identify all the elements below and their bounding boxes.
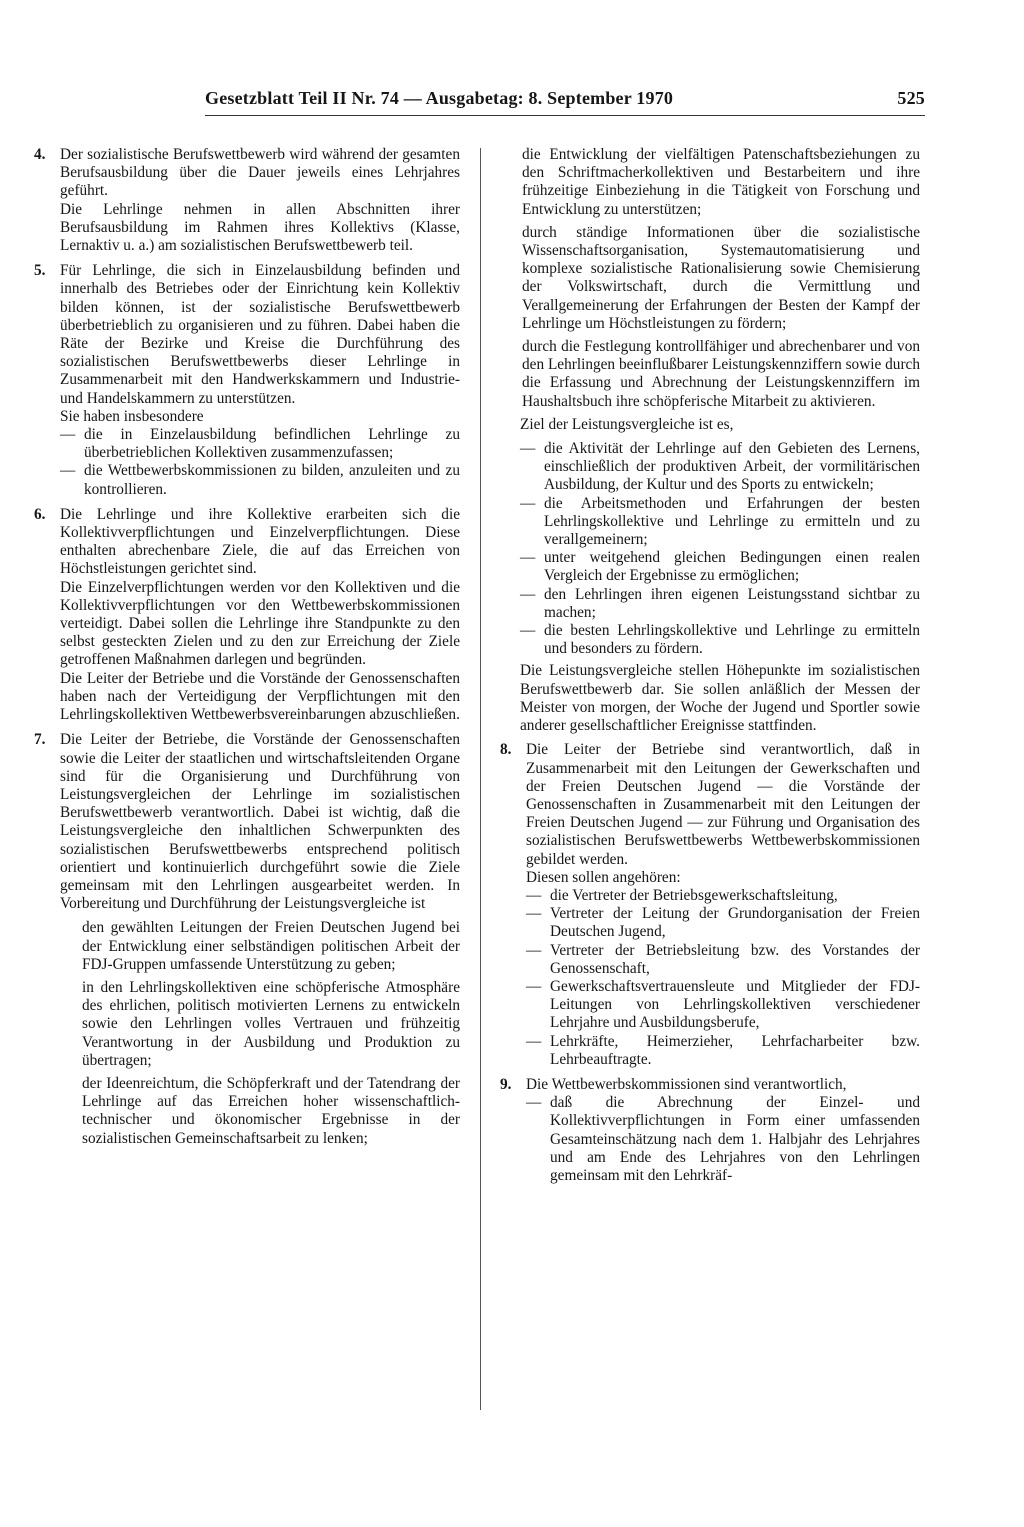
paragraph: Sie haben insbesondere	[60, 407, 204, 425]
section-9	[500, 1076, 920, 1185]
list-item	[526, 905, 920, 941]
left-column	[34, 146, 460, 1155]
paragraph: Die Leiter der Betriebe, die Vorstände der Genossenschaften sowie die Leiter der staatlichen und wirtschaftsleitenden Organe sind für die Organisierung und Durchführung von Leistungsvergleichen der Lehrlinge im sozialistischen Berufswettbewerb verantwortlich. Dabei ist wichtig, daß die Leistungsvergleiche den inhaltlichen Schwerpunkten des sozialistischen Berufswettbewerbs entsprechend politisch orientiert und kontinuierlich durchgeführt sowie die Ziele gemeinsam mit den Lehrlingen ausgearbeitet werden. In Vorbereitung und Durchführung der Leistungsvergleiche ist	[60, 731, 460, 913]
paragraph: Die Lehrlinge nehmen in allen Abschnitten ihrer Berufsausbildung im Rahmen ihres Kollektivs (Klasse, Lernaktiv u. a.) am sozialistischen Berufswettbewerb teil.	[60, 200, 460, 255]
list-item	[520, 586, 920, 622]
list-item-text: die besten Lehrlingskollektive und Lehrlinge zu ermitteln und besonders zu fördern.	[544, 622, 920, 658]
section-number: 4.	[34, 146, 46, 163]
header-rule	[205, 115, 925, 116]
section-4	[34, 146, 460, 255]
indented-paragraph: den gewählten Leitungen der Freien Deutschen Jugend bei der Entwicklung einer selbständigen politischen Arbeit der FDJ-Gruppen umfassende Unterstützung zu geben;	[82, 919, 460, 973]
list-item	[520, 495, 920, 550]
list-item	[60, 462, 460, 498]
paragraph: Die Leistungsvergleiche stellen Höhepunkte im sozialistischen Berufswettbewerb dar. Sie sollen anläßlich der Messen der Meister von morgen, der Woche der Jugend und Sportler sowie anderer gesellschaftlicher Ereignisse stattfinden.	[520, 662, 920, 735]
dash-marker: —	[526, 941, 542, 959]
dash-marker: —	[60, 462, 76, 480]
paragraph: Die Leiter der Betriebe sind verantwortlich, daß in Zusammenarbeit mit den Leitungen der Gewerkschaften und der Freien Deutschen Jugend — die Vorstände der Genossenschaften in Zusammenarbeit mit den Leitungen der Freien Deutschen Jugend — zur Führung und Organisation des sozialistischen Berufswettbewerbs Wettbewerbskommissionen gebildet werden.	[526, 741, 920, 868]
section-7	[34, 731, 460, 1147]
paragraph: Die Wettbewerbskommissionen sind verantwortlich,	[526, 1075, 847, 1093]
indented-paragraph: die Entwicklung der vielfältigen Patenschaftsbeziehungen zu den Schriftmacherkollektiven und Bestarbeitern und ihre frühzeitige Einbeziehung in die Tätigkeit von Forschung und Entwicklung zu unterstützen;	[522, 146, 920, 218]
list-item	[520, 549, 920, 585]
list-item-text: Gewerkschaftsvertrauensleute und Mitglieder der FDJ-Leitungen von Lehrlingskollektiven verschiedener Lehrjahre und Ausbildungsberufe,	[550, 977, 920, 1032]
indented-paragraph: durch ständige Informationen über die sozialistische Wissenschaftsorganisation, Systemautomatisierung und komplexe sozialistische Rationalisierung sowie Chemisierung der Volkswirtschaft, durch die Vermittlung und Verallgemeinerung der Erfahrungen der Besten der Kampf der Lehrlinge um Höchstleistungen zu fördern;	[522, 223, 920, 332]
dash-marker: —	[60, 426, 76, 444]
right-column	[500, 146, 920, 1192]
list-item-text: unter weitgehend gleichen Bedingungen einen realen Vergleich der Ergebnisse zu ermöglichen;	[544, 549, 920, 585]
list-item	[526, 1094, 920, 1185]
paragraph: Die Leiter der Betriebe und die Vorstände der Genossenschaften haben nach der Verteidigung der Verpflichtungen mit den Lehrlingskollektiven Wettbewerbsvereinbarungen abzuschließen.	[60, 669, 460, 724]
dash-marker: —	[526, 1032, 542, 1050]
indented-paragraph: durch die Festlegung kontrollfähiger und abrechenbarer und von den Lehrlingen beeinflußbarer Leistungskennziffern sowie durch die Erfassung und Abrechnung der Leistungskennziffern im Haushaltsbuch ihre schöpferische Mitarbeit zu aktivieren.	[522, 338, 920, 410]
list-item-text: die in Einzelausbildung befindlichen Lehrlinge zu überbetrieblichen Kollektiven zusammenzufassen;	[84, 426, 460, 462]
column-divider	[480, 148, 481, 1410]
dash-marker: —	[526, 977, 542, 995]
section-number: 5.	[34, 262, 46, 280]
dash-marker: —	[520, 494, 536, 512]
paragraph: Diesen sollen angehören:	[526, 868, 681, 886]
goal-list	[520, 440, 920, 658]
section-6	[34, 506, 460, 724]
dash-marker: —	[520, 622, 536, 640]
paragraph: Die Einzelverpflichtungen werden vor den Kollektiven und die Kollektivverpflichtungen vor den Wettbewerbskommissionen verteidigt. Dabei sollen die Lehrlinge ihre Standpunkte zu den selbst gesteckten Zielen und zu den zur Erreichung der Ziele getroffenen Maßnahmen darlegen und begründen.	[60, 578, 460, 669]
continued-list	[500, 146, 920, 411]
section-number: 9.	[500, 1075, 512, 1093]
list-item	[520, 440, 920, 495]
paragraph: Für Lehrlinge, die sich in Einzelausbildung befinden und innerhalb des Betriebes oder der Einrichtung kein Kollektiv bilden können, ist der sozialistische Berufswettbewerb überbetrieblich zu organisieren und zu führen. Dabei haben die Räte der Bezirke und Kreise die Durchführung des sozialistischen Berufswettbewerbs dieser Lehrlinge in Zusammenarbeit mit den Handwerkskammern und Industrie- und Handelskammern zu unterstützen.	[60, 262, 460, 407]
section-number: 7.	[34, 731, 46, 749]
list-item	[60, 426, 460, 462]
list-item-text: Lehrkräfte, Heimerzieher, Lehrfacharbeiter bzw. Lehrbeauftragte.	[550, 1032, 920, 1068]
header-title: Gesetzblatt Teil II Nr. 74 — Ausgabetag: 8. September 1970	[205, 88, 674, 108]
indented-list	[60, 919, 460, 1147]
indented-paragraph: in den Lehrlingskollektiven eine schöpferische Atmosphäre des ehrlichen, politisch motivierten Lernens zu entwickeln sowie den Lehrlingen volles Vertrauen und frühzeitig Verantwortung in der Ausbildung und Produktion zu übertragen;	[82, 978, 460, 1069]
list-item-text: Vertreter der Betriebsleitung bzw. des Vorstandes der Genossenschaft,	[550, 941, 920, 977]
list-item-text: die Vertreter der Betriebsgewerkschaftsleitung,	[550, 886, 838, 904]
list-item	[526, 887, 920, 905]
section-8	[500, 741, 920, 1069]
page-header	[205, 88, 925, 118]
page-number: 525	[897, 88, 925, 108]
section-number: 8.	[500, 741, 512, 759]
list-item-text: den Lehrlingen ihren eigenen Leistungsstand sichtbar zu machen;	[544, 585, 920, 621]
dash-marker: —	[520, 440, 536, 458]
list-item-text: Vertreter der Leitung der Grundorganisation der Freien Deutschen Jugend,	[550, 905, 920, 941]
list-item	[526, 942, 920, 978]
paragraph: Die Lehrlinge und ihre Kollektive erarbeiten sich die Kollektivverpflichtungen und Einzelverpflichtungen. Diese enthalten abrechenbare Ziele, die auf das Erreichen von Höchstleistungen gerichtet sind.	[60, 505, 460, 578]
list-item-text: die Arbeitsmethoden und Erfahrungen der besten Lehrlingskollektive und Lehrlinge zu ermitteln und zu verallgemeinern;	[544, 494, 920, 549]
section-number: 6.	[34, 505, 46, 523]
dash-marker: —	[526, 1094, 542, 1112]
list-item-text: die Aktivität der Lehrlinge auf den Gebieten des Lernens, einschließlich der produktiven Arbeit, der vormilitärischen Ausbildung, der Kultur und des Sports zu entwickeln;	[544, 440, 920, 494]
goal-intro: Ziel der Leistungsvergleiche ist es,	[520, 415, 734, 433]
dash-marker: —	[520, 585, 536, 603]
dash-marker: —	[520, 549, 536, 567]
list-item-text: daß die Abrechnung der Einzel- und Kollektivverpflichtungen in Form einer umfassenden Gesamteinschätzung nach dem 1. Halbjahr des Lehrjahres und am Ende des Lehrjahres von den Lehrlingen gemeinsam mit den Lehrkräf-	[550, 1094, 920, 1184]
section-5	[34, 262, 460, 499]
dash-marker: —	[526, 905, 542, 923]
indented-paragraph: der Ideenreichtum, die Schöpferkraft und der Tatendrang der Lehrlinge auf das Erreichen hoher wissenschaftlich-technischer und ökonomischer Ergebnisse in der sozialistischen Gemeinschaftsarbeit zu lenken;	[82, 1074, 460, 1147]
list-item-text: die Wettbewerbskommissionen zu bilden, anzuleiten und zu kontrollieren.	[84, 462, 460, 498]
list-item	[526, 978, 920, 1033]
list-item	[526, 1033, 920, 1069]
dash-marker: —	[526, 886, 542, 904]
list-item	[520, 622, 920, 658]
paragraph: Der sozialistische Berufswettbewerb wird während der gesamten Berufsausbildung über die Dauer jeweils eines Lehrjahres geführt.	[60, 146, 460, 200]
